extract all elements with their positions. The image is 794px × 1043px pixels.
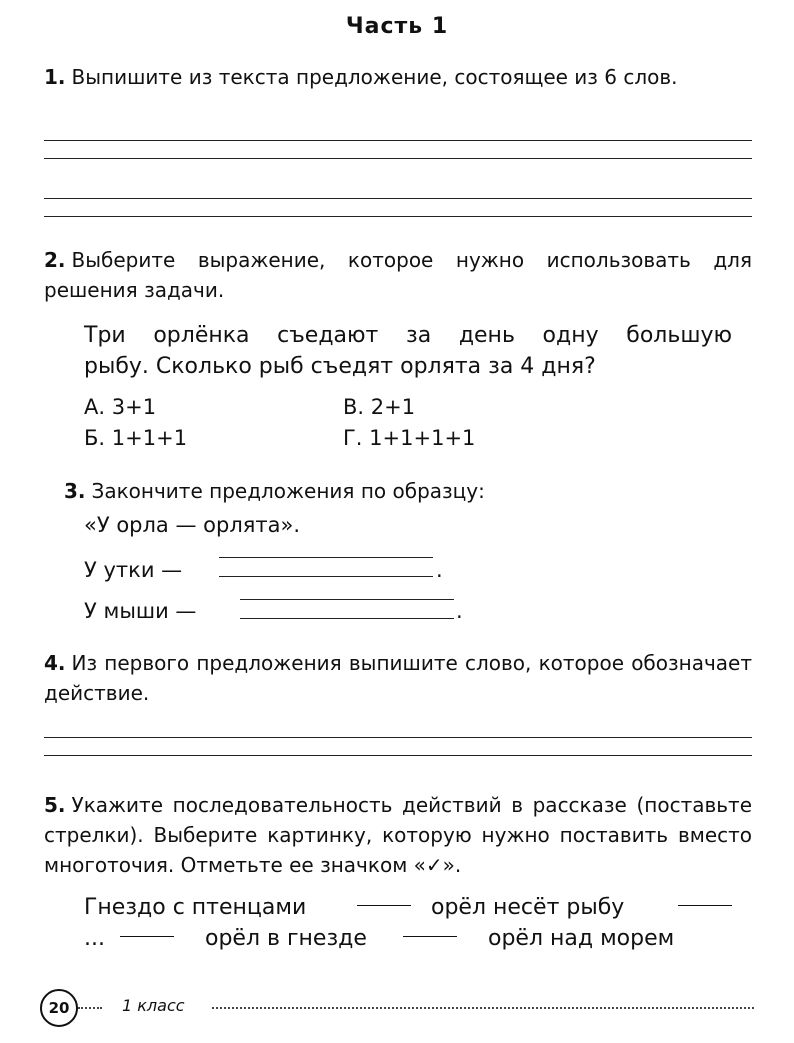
option-g[interactable] <box>343 426 475 450</box>
answer-line[interactable] <box>240 618 454 619</box>
period: . <box>456 599 463 623</box>
option-value: 1+1+1+1 <box>369 426 476 450</box>
task-1 <box>44 62 752 92</box>
arrow-line[interactable] <box>678 905 732 906</box>
option-v[interactable] <box>343 395 415 419</box>
chain-item-ellipsis: ... <box>84 926 105 951</box>
answer-line[interactable] <box>44 158 752 159</box>
period: . <box>436 558 443 582</box>
option-value: 3+1 <box>111 395 157 419</box>
chain-item-nest-with-chicks: Гнездо с птенцами <box>84 895 307 920</box>
arrow-line[interactable] <box>403 936 457 937</box>
option-b[interactable] <box>84 426 187 450</box>
option-a[interactable] <box>84 395 156 419</box>
grade-label: 1 класс <box>122 996 185 1015</box>
option-label: Б. <box>84 426 106 450</box>
task-4-text: Из первого предложения выпишите слово, которое обозначает действие. <box>44 651 752 705</box>
task-5 <box>44 790 752 880</box>
chain-item-eagle-over-sea: орёл над морем <box>488 926 675 951</box>
footer-dots <box>78 1007 102 1009</box>
task-1-number: 1. <box>44 65 66 89</box>
arrow-line[interactable] <box>120 936 174 937</box>
arrow-line[interactable] <box>357 905 411 906</box>
chain-item-eagle-carries-fish: орёл несёт рыбу <box>431 895 625 920</box>
task-3-text: Закончите предложения по образцу: <box>91 479 485 503</box>
answer-line[interactable] <box>44 737 752 738</box>
task-2-text: Выберите выражение, которое нужно использовать для решения задачи. <box>44 248 752 302</box>
footer-dots <box>212 1007 754 1009</box>
problem-line-1: Три орлёнка съедают за день одну большую <box>84 323 732 348</box>
task-5-number: 5. <box>44 793 66 817</box>
task-2 <box>44 245 752 305</box>
page-number: 20 <box>40 989 78 1027</box>
task-3-number: 3. <box>64 479 86 503</box>
option-label: А. <box>84 395 106 419</box>
answer-line[interactable] <box>219 557 433 558</box>
option-label: В. <box>343 395 365 419</box>
task-5-text: Укажите последовательность действий в рассказе (поставьте стрелки). Выберите картинку, которую нужно поставить вместо многоточия. Отметьте ее значком «✓». <box>44 793 752 877</box>
answer-line[interactable] <box>44 216 752 217</box>
problem-line-2: рыбу. Сколько рыб съедят орлята за 4 дня? <box>84 354 596 379</box>
page-title: Часть 1 <box>345 14 449 39</box>
option-value: 1+1+1 <box>111 426 188 450</box>
answer-line[interactable] <box>44 140 752 141</box>
chain-item-eagle-in-nest: орёл в гнезде <box>205 926 367 951</box>
task-4 <box>44 648 752 708</box>
task-3-line-b: У мыши — <box>84 599 197 623</box>
task-3-example: «У орла — орлята». <box>84 513 300 537</box>
task-4-number: 4. <box>44 651 66 675</box>
task-3-line-a: У утки — <box>84 558 183 582</box>
answer-line[interactable] <box>240 599 454 600</box>
answer-line[interactable] <box>44 755 752 756</box>
task-2-number: 2. <box>44 248 66 272</box>
task-1-text: Выпишите из текста предложение, состоящее из 6 слов. <box>71 65 678 89</box>
answer-line[interactable] <box>44 198 752 199</box>
option-label: Г. <box>343 426 363 450</box>
answer-line[interactable] <box>219 576 433 577</box>
task-3 <box>64 476 752 506</box>
option-value: 2+1 <box>370 395 416 419</box>
